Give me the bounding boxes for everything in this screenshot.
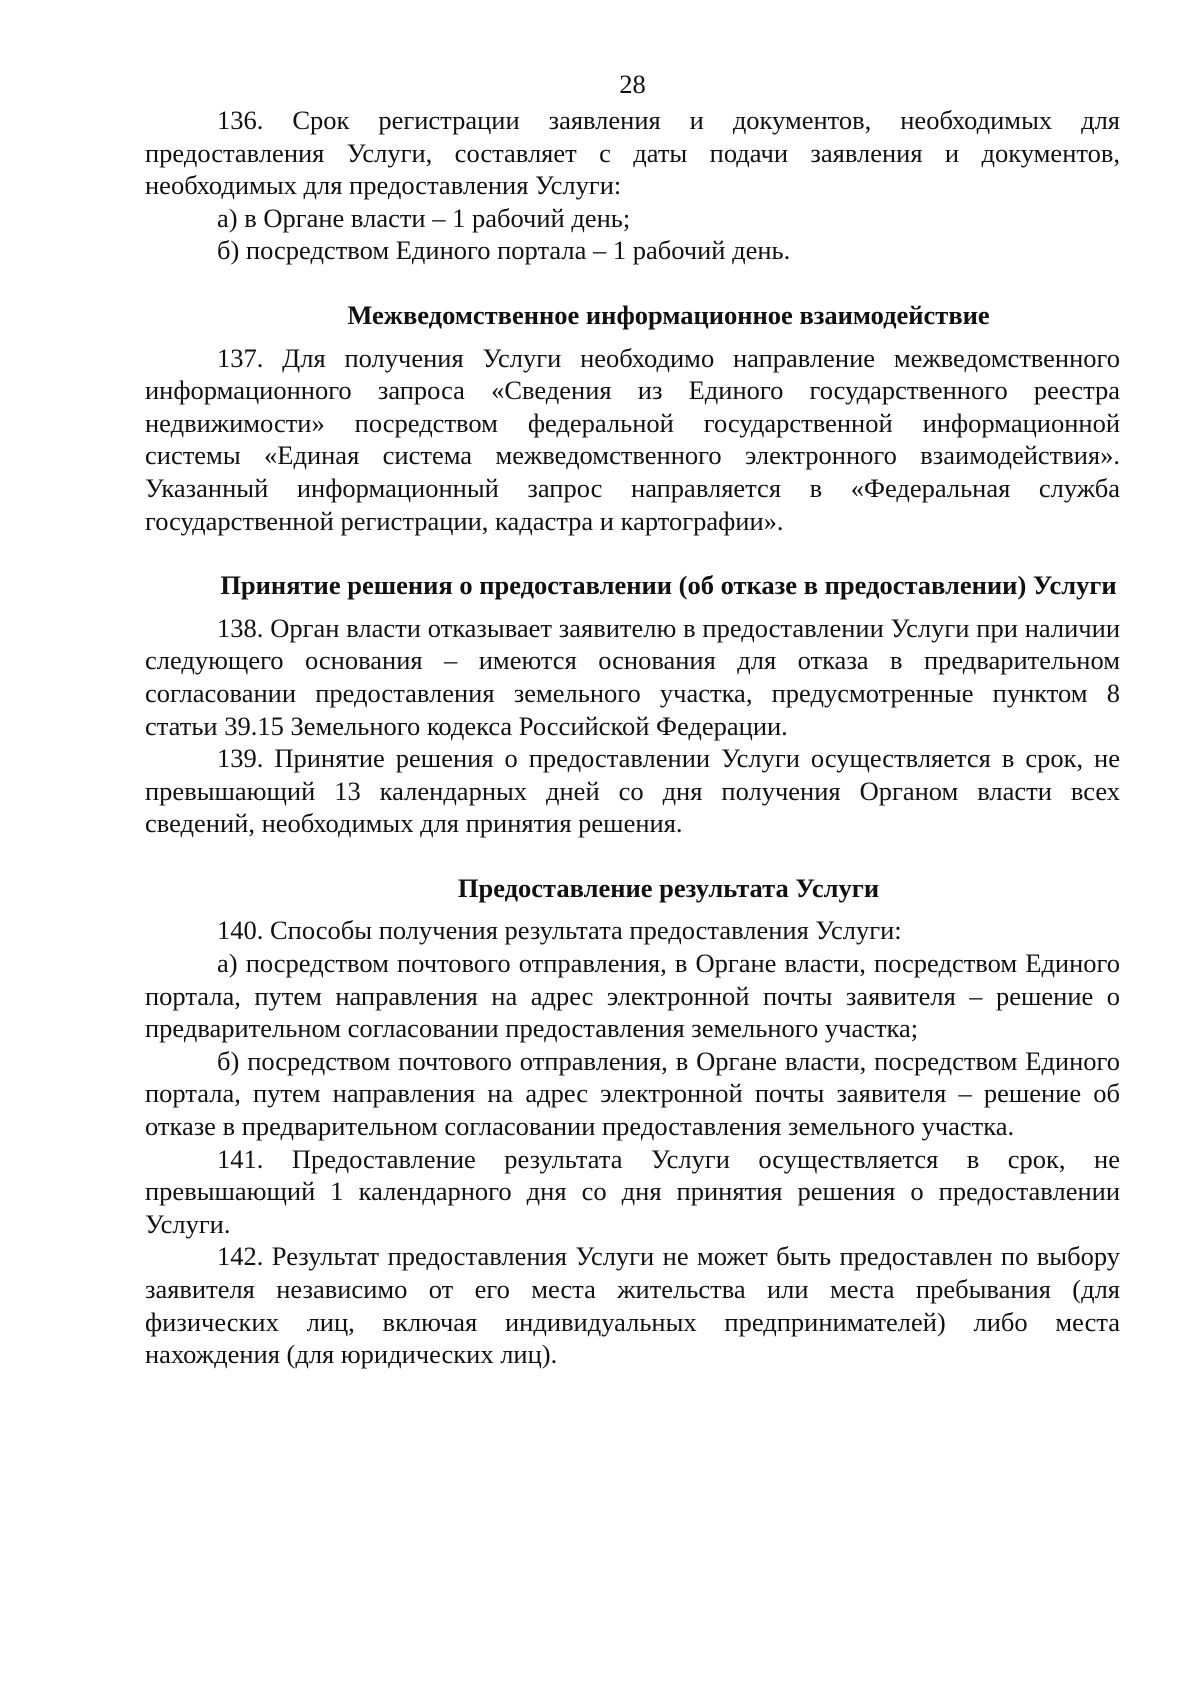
paragraph-142: 142. Результат предоставления Услуги не может быть предоставлен по выбору заявителя независимо от его места жительства или места пребывания (для физических лиц, включая индивидуальных предпринимателей) либо места нахождения (для юридических лиц). [145, 1241, 1120, 1370]
list-item-136-a: а) в Органе власти – 1 рабочий день; [217, 202, 631, 233]
paragraph-140: 140. Способы получения результата предоставления Услуги: [217, 915, 902, 946]
heading-spacer [145, 840, 1120, 872]
list-item-140-b: б) посредством почтового отправления, в Органе власти, посредством Единого портала, путем направления на адрес электронной почты заявителя – решение об отказе в предварительном согласовании предоставления земельного участка. [145, 1045, 1120, 1142]
heading-spacer [145, 332, 1120, 342]
paragraph-139: 139. Принятие решения о предоставлении Услуги осуществляется в срок, не превышающий 13 календарных дней со дня получения Органом власти всех сведений, необходимых для принятия решения. [145, 743, 1120, 839]
paragraph-141: 141. Предоставление результата Услуги осуществляется в срок, не превышающий 1 календарного дня со дня принятия решения о предоставлении Услуги. [145, 1143, 1120, 1239]
paragraph-138: 138. Орган власти отказывает заявителю в предоставлении Услуги при наличии следующего основания – имеются основания для отказа в предварительном согласовании предоставления земельного участка, предусмотренные пунктом 8 статьи 39.15 Земельного кодекса Российской Федерации. [145, 612, 1120, 741]
paragraph-136: 136. Срок регистрации заявления и документов, необходимых для предоставления Услуги, составляет с даты подачи заявления и документов, необходимых для предоставления Услуги: [145, 105, 1120, 201]
document-page [145, 68, 1120, 1371]
page-number: 28 [619, 69, 646, 99]
heading-spacer [145, 267, 1120, 299]
section-heading-interagency: Межведомственное информационное взаимодействие [347, 299, 990, 330]
list-item-136-b: б) посредством Единого портала – 1 рабочий день. [217, 235, 791, 266]
paragraph-137: 137. Для получения Услуги необходимо направление межведомственного информационного запроса «Сведения из Единого государственного реестра недвижимости» посредством федеральной государственной информационной системы «Единая система межведомственного электронного взаимодействия». Указанный информационный запрос направляется в «Федеральная служба государственной регистрации, кадастра и картографии». [145, 342, 1120, 536]
list-item-140-a: а) посредством почтового отправления, в Органе власти, посредством Единого портала, путем направления на адрес электронной почты заявителя – решение о предварительном согласовании предоставления земельного участка; [145, 948, 1120, 1044]
heading-spacer [145, 537, 1120, 569]
document-body [145, 104, 1120, 1371]
heading-spacer [145, 602, 1120, 612]
heading-spacer [145, 904, 1120, 914]
section-heading-decision: Принятие решения о предоставлении (об отказе в предоставлении) Услуги [220, 570, 1117, 601]
section-heading-result: Предоставление результата Услуги [457, 872, 880, 903]
